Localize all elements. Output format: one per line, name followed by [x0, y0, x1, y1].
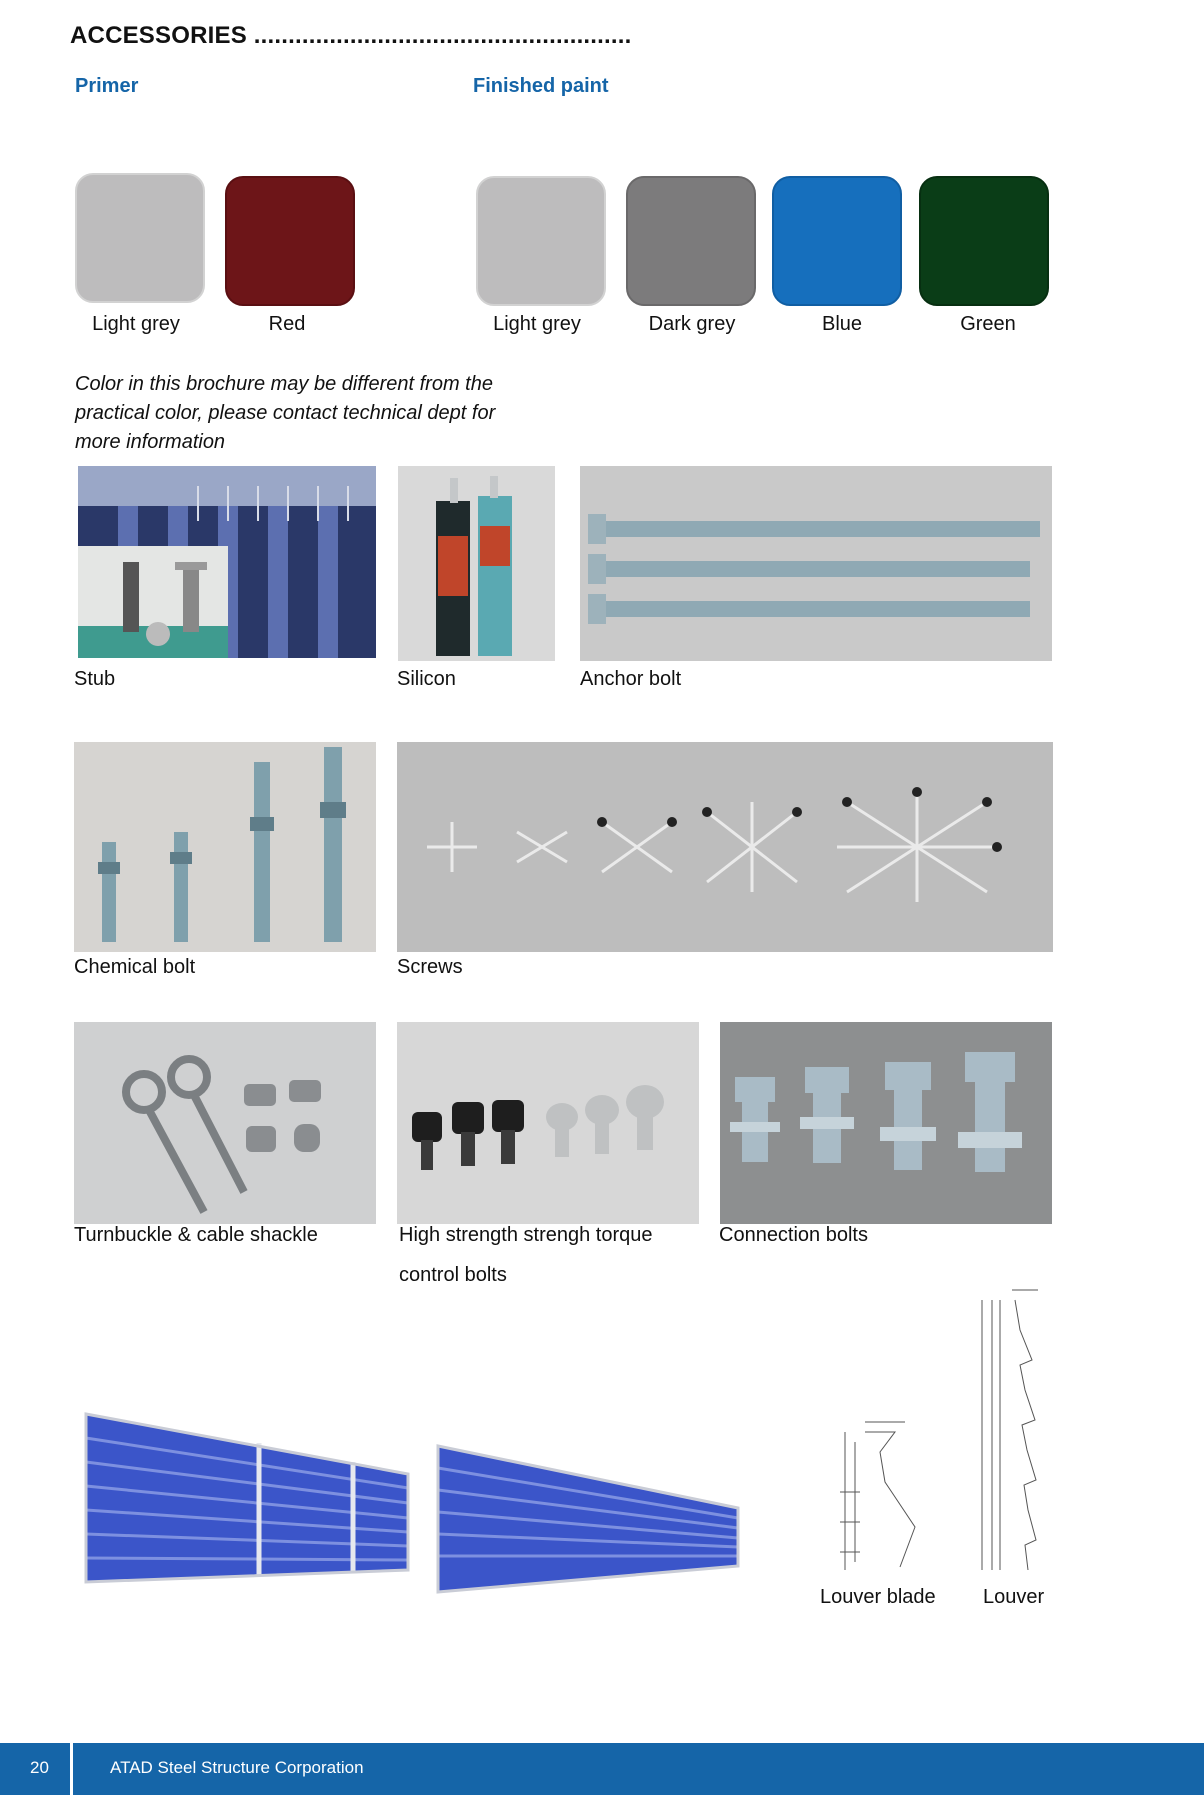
connection-bolts-photo: [720, 1022, 1052, 1224]
finished-label-blue: Blue: [821, 313, 863, 335]
primer-swatch-light-grey: [75, 173, 205, 303]
chemical-bolt-caption: Chemical bolt: [74, 956, 196, 978]
screws-photo: [397, 742, 1053, 952]
stub-photo: [78, 466, 376, 658]
turnbuckle-caption: Turnbuckle & cable shackle: [74, 1224, 318, 1246]
primer-label-light-grey: Light grey: [92, 313, 180, 335]
primer-swatch-red: [225, 176, 355, 306]
louver-caption: Louver: [983, 1586, 1045, 1608]
anchor-bolt-caption: Anchor bolt: [580, 668, 682, 690]
finished-label-green: Green: [960, 313, 1016, 335]
high-strength-bolts-photo: [397, 1022, 699, 1224]
louver-panel-image-2: [430, 1440, 740, 1605]
color-disclaimer-note: Color in this brochure may be different from the practical color, please contact technical dept for more information: [75, 373, 496, 453]
page-title: ACCESSORIES .......................................................: [70, 22, 632, 49]
company-name: ATAD Steel Structure Corporation: [110, 1758, 364, 1777]
louver-blade-drawing: [825, 1412, 935, 1577]
finished-swatch-light-grey: [476, 176, 606, 306]
finished-paint-heading: Finished paint: [473, 75, 609, 97]
turnbuckle-photo: [74, 1022, 376, 1224]
finished-label-light-grey: Light grey: [493, 313, 581, 335]
silicon-photo: [398, 466, 555, 661]
finished-swatch-dark-grey: [626, 176, 756, 306]
finished-swatch-blue: [772, 176, 902, 306]
primer-heading: Primer: [75, 75, 139, 97]
stub-caption: Stub: [74, 668, 116, 690]
louver-blade-caption: Louver blade: [820, 1586, 936, 1608]
finished-label-dark-grey: Dark grey: [648, 313, 736, 335]
chemical-bolt-photo: [74, 742, 376, 952]
footer-divider: [70, 1743, 73, 1795]
high-strength-bolts-caption-line1: High strength strengh torque: [399, 1224, 653, 1246]
page-footer: [0, 1743, 1204, 1795]
high-strength-bolts-caption-line2: control bolts: [399, 1264, 507, 1286]
silicon-caption: Silicon: [397, 668, 456, 690]
anchor-bolt-photo: [580, 466, 1052, 661]
louver-drawing: [970, 1270, 1045, 1580]
primer-label-red: Red: [268, 313, 306, 335]
screws-caption: Screws: [397, 956, 463, 978]
page-number: 20: [30, 1758, 49, 1777]
connection-bolts-caption: Connection bolts: [719, 1224, 868, 1246]
louver-panel-image-1: [80, 1410, 410, 1585]
finished-swatch-green: [919, 176, 1049, 306]
